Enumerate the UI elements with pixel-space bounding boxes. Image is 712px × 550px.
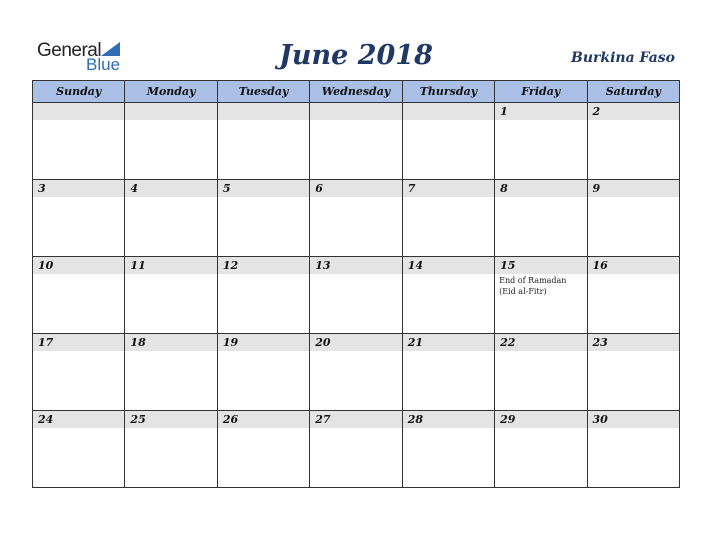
weekday-header: Wednesday xyxy=(310,81,402,103)
logo-blue-text: Blue xyxy=(86,55,121,74)
day-number: 10 xyxy=(33,257,124,274)
day-cell xyxy=(587,180,679,257)
calendar-grid xyxy=(32,80,680,488)
day-cell xyxy=(33,180,125,257)
holiday-label xyxy=(125,351,216,353)
day-number: 26 xyxy=(218,411,309,428)
day-cell xyxy=(310,257,402,334)
day-number: 13 xyxy=(310,257,401,274)
holiday-label xyxy=(588,274,679,276)
day-number: 1 xyxy=(495,103,586,120)
day-number: 21 xyxy=(403,334,494,351)
holiday-label xyxy=(125,120,216,122)
day-cell xyxy=(310,411,402,488)
holiday-label xyxy=(495,120,586,122)
day-number xyxy=(125,103,216,120)
day-cell xyxy=(402,103,494,180)
holiday-label xyxy=(310,274,401,276)
day-number: 12 xyxy=(218,257,309,274)
day-number: 30 xyxy=(588,411,679,428)
day-cell xyxy=(310,180,402,257)
holiday-label xyxy=(588,351,679,353)
holiday-label xyxy=(310,120,401,122)
day-number: 20 xyxy=(310,334,401,351)
day-cell xyxy=(125,180,217,257)
day-number: 22 xyxy=(495,334,586,351)
week-row xyxy=(33,180,680,257)
holiday-label xyxy=(310,428,401,430)
holiday-label xyxy=(588,428,679,430)
day-number: 25 xyxy=(125,411,216,428)
weekday-header: Tuesday xyxy=(217,81,309,103)
holiday-label xyxy=(218,274,309,276)
holiday-label xyxy=(588,120,679,122)
day-cell xyxy=(33,103,125,180)
day-cell xyxy=(402,411,494,488)
day-cell xyxy=(310,103,402,180)
holiday-label xyxy=(495,197,586,199)
holiday-label xyxy=(33,351,124,353)
day-cell xyxy=(587,411,679,488)
day-cell xyxy=(33,334,125,411)
holiday-label: End of Ramadan (Eid al-Fitr) xyxy=(499,276,567,296)
day-number: 24 xyxy=(33,411,124,428)
calendar-table xyxy=(32,80,680,488)
day-number: 29 xyxy=(495,411,586,428)
logo-general-text: General xyxy=(37,40,102,61)
weekday-header: Sunday xyxy=(33,81,125,103)
day-number: 7 xyxy=(403,180,494,197)
holiday-label xyxy=(125,428,216,430)
day-number xyxy=(310,103,401,120)
country-name: Burkina Faso xyxy=(571,50,675,66)
day-cell xyxy=(125,257,217,334)
holiday-label xyxy=(33,428,124,430)
weekday-header-row xyxy=(33,81,680,103)
day-number: 27 xyxy=(310,411,401,428)
holiday-label xyxy=(310,351,401,353)
day-cell xyxy=(217,257,309,334)
weekday-header: Saturday xyxy=(587,81,679,103)
day-cell xyxy=(402,257,494,334)
day-number: 11 xyxy=(125,257,216,274)
calendar-title: June 2018 xyxy=(279,40,433,71)
holiday-label xyxy=(310,197,401,199)
day-number: 8 xyxy=(495,180,586,197)
day-number xyxy=(218,103,309,120)
calendar-body xyxy=(33,103,680,488)
day-cell xyxy=(495,180,587,257)
day-cell xyxy=(495,334,587,411)
day-number: 28 xyxy=(403,411,494,428)
day-cell xyxy=(125,411,217,488)
holiday-label xyxy=(403,120,494,122)
holiday-label xyxy=(33,120,124,122)
week-row xyxy=(33,411,680,488)
holiday-label xyxy=(588,197,679,199)
day-number: 9 xyxy=(588,180,679,197)
holiday-label xyxy=(403,428,494,430)
day-cell xyxy=(125,103,217,180)
holiday-label xyxy=(218,197,309,199)
holiday-label xyxy=(495,351,586,353)
day-number: 3 xyxy=(33,180,124,197)
day-number: 14 xyxy=(403,257,494,274)
day-cell xyxy=(33,411,125,488)
holiday-label xyxy=(218,428,309,430)
day-number: 23 xyxy=(588,334,679,351)
week-row xyxy=(33,103,680,180)
holiday-label xyxy=(125,197,216,199)
week-row xyxy=(33,334,680,411)
weekday-header: Friday xyxy=(495,81,587,103)
holiday-label xyxy=(218,120,309,122)
day-cell xyxy=(402,334,494,411)
day-number: 2 xyxy=(588,103,679,120)
day-cell xyxy=(217,103,309,180)
holiday-label xyxy=(403,274,494,276)
weekday-header: Monday xyxy=(125,81,217,103)
day-cell xyxy=(587,103,679,180)
holiday-label xyxy=(33,274,124,276)
day-cell xyxy=(587,334,679,411)
day-cell xyxy=(495,257,587,334)
week-row xyxy=(33,257,680,334)
day-cell xyxy=(310,334,402,411)
day-number: 4 xyxy=(125,180,216,197)
day-cell xyxy=(217,411,309,488)
day-number: 15 xyxy=(495,257,586,274)
day-number: 18 xyxy=(125,334,216,351)
day-cell xyxy=(217,334,309,411)
holiday-label xyxy=(125,274,216,276)
day-number: 17 xyxy=(33,334,124,351)
holiday-label xyxy=(403,351,494,353)
weekday-header: Thursday xyxy=(402,81,494,103)
holiday-label xyxy=(495,428,586,430)
day-number: 19 xyxy=(218,334,309,351)
day-number: 6 xyxy=(310,180,401,197)
day-cell xyxy=(587,257,679,334)
day-number: 16 xyxy=(588,257,679,274)
day-cell xyxy=(402,180,494,257)
holiday-label xyxy=(403,197,494,199)
holiday-label xyxy=(33,197,124,199)
day-number xyxy=(403,103,494,120)
day-cell xyxy=(33,257,125,334)
day-number xyxy=(33,103,124,120)
day-cell xyxy=(495,411,587,488)
holiday-label xyxy=(218,351,309,353)
day-cell xyxy=(217,180,309,257)
day-cell xyxy=(125,334,217,411)
day-number: 5 xyxy=(218,180,309,197)
day-cell xyxy=(495,103,587,180)
